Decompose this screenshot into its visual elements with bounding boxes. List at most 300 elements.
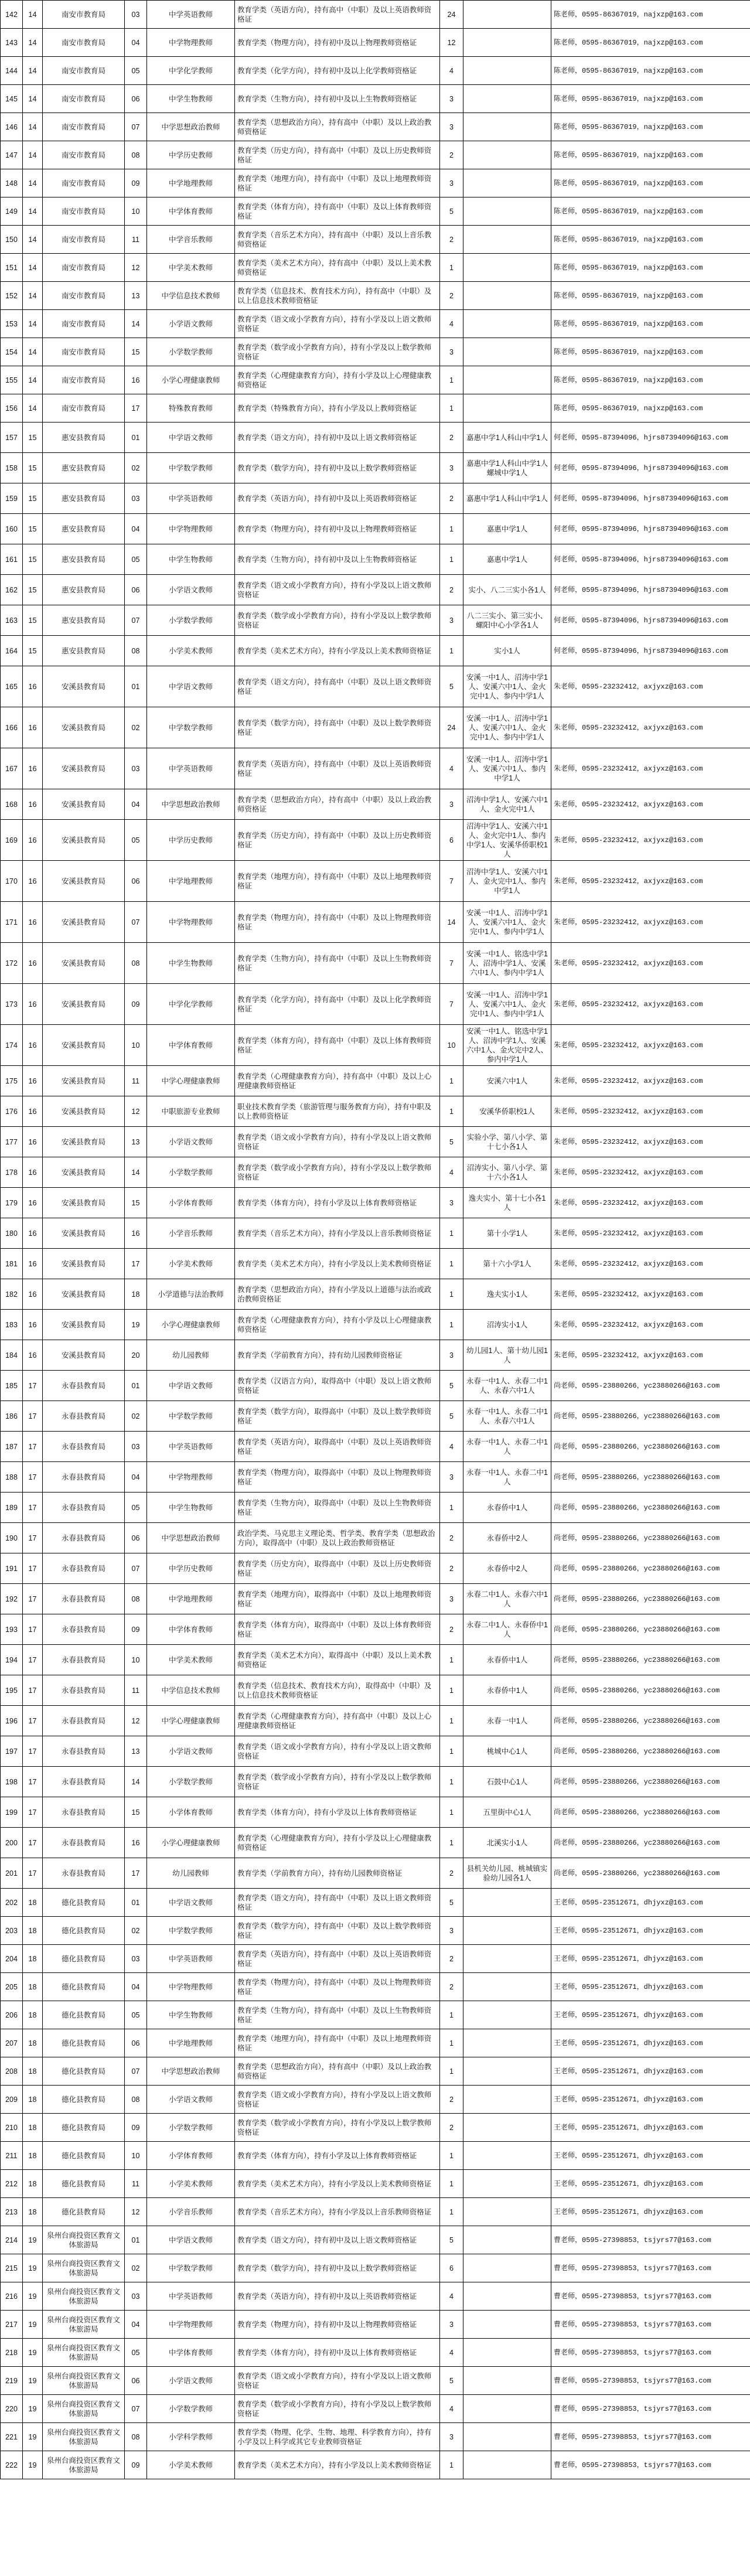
cell-requirements: 教育学类（音乐艺术方向），持有小学及以上音乐教师资格证 bbox=[235, 1218, 440, 1249]
cell-post-code: 01 bbox=[125, 422, 147, 453]
cell-placement: 逸夫实小、第十七小各1人 bbox=[463, 1188, 551, 1218]
cell-placement bbox=[463, 57, 551, 85]
cell-headcount: 7 bbox=[440, 943, 463, 984]
cell-unit-name: 德化县教育局 bbox=[43, 2114, 125, 2142]
cell-unit-code: 17 bbox=[23, 1462, 43, 1493]
cell-requirements: 教育学类（学前教育方向），持有幼儿园教师资格证 bbox=[235, 1340, 440, 1371]
cell-contact: 尚老师，0595-23880266，yc23880266@163.com bbox=[551, 1797, 750, 1828]
cell-placement bbox=[463, 2142, 551, 2170]
cell-unit-name: 永春县教育局 bbox=[43, 1371, 125, 1401]
cell-unit-code: 18 bbox=[23, 2057, 43, 2086]
table-row bbox=[1, 169, 750, 197]
cell-row-number: 195 bbox=[1, 1675, 23, 1706]
cell-row-number: 169 bbox=[1, 820, 23, 861]
cell-post-name: 小学语文教师 bbox=[147, 575, 235, 605]
cell-requirements: 教育学类（英语方向），持有高中（中职）及以上英语教师资格证 bbox=[235, 1, 440, 29]
cell-contact: 朱老师，0595-23232412，axjyxz@163.com bbox=[551, 789, 750, 820]
table-row bbox=[1, 2029, 750, 2057]
table-row bbox=[1, 1889, 750, 1917]
cell-row-number: 172 bbox=[1, 943, 23, 984]
table-row bbox=[1, 1675, 750, 1706]
cell-headcount: 1 bbox=[440, 2029, 463, 2057]
cell-post-code: 02 bbox=[125, 2254, 147, 2282]
cell-post-code: 09 bbox=[125, 2114, 147, 2142]
cell-unit-name: 永春县教育局 bbox=[43, 1553, 125, 1584]
cell-headcount: 5 bbox=[440, 1371, 463, 1401]
cell-requirements: 教育学类（美术艺术方向），持有小学及以上美术教师资格证 bbox=[235, 2451, 440, 2479]
table-row bbox=[1, 366, 750, 394]
cell-headcount: 2 bbox=[440, 1614, 463, 1645]
cell-post-code: 04 bbox=[125, 1973, 147, 2001]
cell-requirements: 教育学类（语文或小学教育方向），持有小学及以上语文教师资格证 bbox=[235, 2367, 440, 2395]
cell-requirements: 教育学类（地理方向），取得高中（中职）及以上地理教师资格证 bbox=[235, 1584, 440, 1614]
cell-unit-name: 泉州台商投资区教育文体旅游局 bbox=[43, 2451, 125, 2479]
table-row bbox=[1, 1945, 750, 1973]
cell-post-name: 中学体育教师 bbox=[147, 1614, 235, 1645]
cell-contact: 朱老师，0595-23232412，axjyxz@163.com bbox=[551, 1188, 750, 1218]
cell-headcount: 1 bbox=[440, 1096, 463, 1127]
cell-placement: 八二三实小、第三实小、螺阳中心小学各1人 bbox=[463, 605, 551, 636]
cell-placement bbox=[463, 366, 551, 394]
cell-post-name: 中学数学教师 bbox=[147, 707, 235, 748]
cell-row-number: 202 bbox=[1, 1889, 23, 1917]
cell-placement: 安溪六中1人 bbox=[463, 1066, 551, 1096]
cell-contact: 尚老师，0595-23880266，yc23880266@163.com bbox=[551, 1401, 750, 1432]
cell-headcount: 1 bbox=[440, 1249, 463, 1279]
cell-headcount: 3 bbox=[440, 789, 463, 820]
cell-requirements: 教育学类（物理方向），持有高中（中职）及以上物理教师资格证 bbox=[235, 1973, 440, 2001]
cell-headcount: 1 bbox=[440, 1828, 463, 1858]
cell-placement bbox=[463, 2282, 551, 2311]
table-row bbox=[1, 394, 750, 422]
cell-placement bbox=[463, 1945, 551, 1973]
cell-post-name: 幼儿园教师 bbox=[147, 1858, 235, 1889]
cell-contact: 朱老师，0595-23232412，axjyxz@163.com bbox=[551, 1279, 750, 1310]
cell-unit-code: 18 bbox=[23, 2198, 43, 2226]
cell-post-name: 中学地理教师 bbox=[147, 169, 235, 197]
cell-unit-name: 泉州台商投资区教育文体旅游局 bbox=[43, 2339, 125, 2367]
cell-unit-code: 17 bbox=[23, 1706, 43, 1736]
cell-requirements: 教育学类（化学方向），持有初中及以上化学教师资格证 bbox=[235, 57, 440, 85]
cell-contact: 何老师，0595-87394096，hjrs87394096@163.com bbox=[551, 514, 750, 544]
cell-unit-code: 18 bbox=[23, 2001, 43, 2029]
table-row bbox=[1, 943, 750, 984]
cell-unit-name: 惠安县教育局 bbox=[43, 544, 125, 575]
cell-post-code: 17 bbox=[125, 1249, 147, 1279]
cell-requirements: 教育学类（心理健康教育方向），持有小学及以上心理健康教师资格证 bbox=[235, 1828, 440, 1858]
cell-post-code: 06 bbox=[125, 861, 147, 902]
cell-placement: 永春一中1人、永春二中1人、永春六中1人 bbox=[463, 1371, 551, 1401]
cell-row-number: 146 bbox=[1, 113, 23, 141]
cell-contact: 尚老师，0595-23880266，yc23880266@163.com bbox=[551, 1767, 750, 1797]
cell-unit-name: 泉州台商投资区教育文体旅游局 bbox=[43, 2395, 125, 2423]
table-row bbox=[1, 1523, 750, 1553]
cell-post-name: 中学语文教师 bbox=[147, 1889, 235, 1917]
table-row bbox=[1, 338, 750, 366]
cell-row-number: 168 bbox=[1, 789, 23, 820]
cell-contact: 朱老师，0595-23232412，axjyxz@163.com bbox=[551, 707, 750, 748]
cell-row-number: 216 bbox=[1, 2282, 23, 2311]
cell-requirements: 教育学类（心理健康教育方向），持有小学及以上心理健康教师资格证 bbox=[235, 1310, 440, 1340]
cell-unit-code: 15 bbox=[23, 636, 43, 666]
cell-row-number: 154 bbox=[1, 338, 23, 366]
table-row bbox=[1, 1553, 750, 1584]
cell-post-name: 中学化学教师 bbox=[147, 57, 235, 85]
cell-unit-name: 南安市教育局 bbox=[43, 282, 125, 310]
cell-post-code: 10 bbox=[125, 1025, 147, 1066]
cell-unit-name: 安溪县教育局 bbox=[43, 1310, 125, 1340]
cell-unit-code: 15 bbox=[23, 453, 43, 483]
table-row bbox=[1, 57, 750, 85]
cell-placement: 安溪一中1人、沼涛中学1人、安溪六中1人、参内中学1人 bbox=[463, 748, 551, 789]
cell-row-number: 145 bbox=[1, 85, 23, 113]
cell-post-code: 16 bbox=[125, 366, 147, 394]
cell-placement bbox=[463, 169, 551, 197]
cell-contact: 曹老师，0595-27398853，tsjyrs77@163.com bbox=[551, 2451, 750, 2479]
cell-headcount: 1 bbox=[440, 1066, 463, 1096]
cell-contact: 曹老师，0595-27398853，tsjyrs77@163.com bbox=[551, 2395, 750, 2423]
cell-row-number: 217 bbox=[1, 2311, 23, 2339]
cell-placement bbox=[463, 2311, 551, 2339]
cell-post-code: 05 bbox=[125, 544, 147, 575]
cell-row-number: 199 bbox=[1, 1797, 23, 1828]
cell-headcount: 2 bbox=[440, 1553, 463, 1584]
cell-post-code: 06 bbox=[125, 575, 147, 605]
cell-headcount: 3 bbox=[440, 85, 463, 113]
table-row bbox=[1, 2086, 750, 2114]
cell-post-code: 09 bbox=[125, 1614, 147, 1645]
cell-unit-code: 18 bbox=[23, 2170, 43, 2198]
cell-placement: 永春二中1人、永春六中1人 bbox=[463, 1584, 551, 1614]
cell-contact: 尚老师，0595-23880266，yc23880266@163.com bbox=[551, 1462, 750, 1493]
cell-unit-name: 永春县教育局 bbox=[43, 1706, 125, 1736]
cell-row-number: 171 bbox=[1, 902, 23, 943]
table-row bbox=[1, 2254, 750, 2282]
cell-row-number: 182 bbox=[1, 1279, 23, 1310]
cell-requirements: 教育学类（语文方向），持有初中及以上语文教师资格证 bbox=[235, 2226, 440, 2254]
cell-requirements: 教育学类（体育方向），持有初中及以上体育教师资格证 bbox=[235, 2339, 440, 2367]
cell-placement: 逸夫实小1人 bbox=[463, 1279, 551, 1310]
cell-unit-name: 安溪县教育局 bbox=[43, 1096, 125, 1127]
cell-headcount: 1 bbox=[440, 636, 463, 666]
cell-post-code: 08 bbox=[125, 2086, 147, 2114]
table-body bbox=[1, 1, 750, 2479]
cell-unit-code: 16 bbox=[23, 1157, 43, 1188]
cell-unit-name: 南安市教育局 bbox=[43, 197, 125, 226]
cell-unit-code: 19 bbox=[23, 2395, 43, 2423]
cell-unit-code: 16 bbox=[23, 1279, 43, 1310]
cell-unit-code: 14 bbox=[23, 29, 43, 57]
cell-placement: 永春一中1人、永春二中1人 bbox=[463, 1462, 551, 1493]
cell-post-code: 06 bbox=[125, 2367, 147, 2395]
table-row bbox=[1, 707, 750, 748]
cell-post-code: 09 bbox=[125, 169, 147, 197]
cell-placement: 永春一中1人、永春二中1人 bbox=[463, 1432, 551, 1462]
cell-row-number: 166 bbox=[1, 707, 23, 748]
table-row bbox=[1, 141, 750, 169]
cell-unit-name: 德化县教育局 bbox=[43, 2170, 125, 2198]
cell-post-code: 20 bbox=[125, 1340, 147, 1371]
table-row bbox=[1, 2142, 750, 2170]
cell-headcount: 4 bbox=[440, 2282, 463, 2311]
cell-placement bbox=[463, 141, 551, 169]
cell-post-code: 05 bbox=[125, 2001, 147, 2029]
cell-placement: 沼涛中学1人、安溪六中1人、金火完中1人、参内中学1人 bbox=[463, 861, 551, 902]
cell-placement: 县机关幼儿园、桃城镇实验幼儿园各1人 bbox=[463, 1858, 551, 1889]
cell-requirements: 职业技术教育学类（旅游管理与服务教育方向），持有中职及以上教师资格证 bbox=[235, 1096, 440, 1127]
cell-unit-name: 安溪县教育局 bbox=[43, 1279, 125, 1310]
cell-requirements: 教育学类（体育方向），持有小学及以上体育教师资格证 bbox=[235, 1797, 440, 1828]
cell-placement: 永春侨中1人 bbox=[463, 1645, 551, 1675]
cell-placement: 安溪华侨职校1人 bbox=[463, 1096, 551, 1127]
table-row bbox=[1, 1645, 750, 1675]
cell-row-number: 213 bbox=[1, 2198, 23, 2226]
table-row bbox=[1, 748, 750, 789]
cell-contact: 朱老师，0595-23232412，axjyxz@163.com bbox=[551, 1096, 750, 1127]
cell-post-name: 中学物理教师 bbox=[147, 29, 235, 57]
cell-requirements: 教育学类（物理方向），持有初中及以上物理教师资格证 bbox=[235, 29, 440, 57]
cell-placement: 安溪一中1人、沼涛中学1人、安溪六中1人、金火完中1人、参内中学1人 bbox=[463, 984, 551, 1025]
cell-unit-code: 19 bbox=[23, 2311, 43, 2339]
cell-post-code: 09 bbox=[125, 2451, 147, 2479]
cell-row-number: 176 bbox=[1, 1096, 23, 1127]
cell-requirements: 教育学类（思想政治方向），持有高中（中职）及以上政治教师资格证 bbox=[235, 789, 440, 820]
table-row bbox=[1, 1797, 750, 1828]
table-row bbox=[1, 1973, 750, 2001]
table-row bbox=[1, 820, 750, 861]
cell-unit-name: 永春县教育局 bbox=[43, 1797, 125, 1828]
table-row bbox=[1, 514, 750, 544]
cell-post-code: 01 bbox=[125, 666, 147, 707]
cell-row-number: 175 bbox=[1, 1066, 23, 1096]
cell-unit-code: 18 bbox=[23, 2142, 43, 2170]
cell-post-name: 小学心理健康教师 bbox=[147, 1310, 235, 1340]
cell-contact: 尚老师，0595-23880266，yc23880266@163.com bbox=[551, 1645, 750, 1675]
cell-post-name: 中学思想政治教师 bbox=[147, 789, 235, 820]
cell-row-number: 188 bbox=[1, 1462, 23, 1493]
cell-row-number: 150 bbox=[1, 226, 23, 254]
cell-row-number: 144 bbox=[1, 57, 23, 85]
cell-unit-name: 安溪县教育局 bbox=[43, 1218, 125, 1249]
cell-placement: 沼涛实小1人 bbox=[463, 1310, 551, 1340]
cell-row-number: 209 bbox=[1, 2086, 23, 2114]
cell-unit-code: 16 bbox=[23, 902, 43, 943]
cell-unit-code: 19 bbox=[23, 2451, 43, 2479]
table-row bbox=[1, 1157, 750, 1188]
table-row bbox=[1, 254, 750, 282]
cell-unit-name: 安溪县教育局 bbox=[43, 666, 125, 707]
cell-requirements: 教育学类（心理健康教育方向），持有高中（中职）及以上心理健康教师资格证 bbox=[235, 1706, 440, 1736]
cell-contact: 陈老师，0595-86367019，najxzp@163.com bbox=[551, 226, 750, 254]
cell-unit-code: 18 bbox=[23, 1889, 43, 1917]
cell-unit-name: 泉州台商投资区教育文体旅游局 bbox=[43, 2282, 125, 2311]
table-row bbox=[1, 1371, 750, 1401]
cell-post-name: 中学英语教师 bbox=[147, 1, 235, 29]
cell-row-number: 212 bbox=[1, 2170, 23, 2198]
cell-requirements: 教育学类（物理方向），持有初中及以上物理教师资格证 bbox=[235, 2311, 440, 2339]
cell-contact: 朱老师，0595-23232412，axjyxz@163.com bbox=[551, 820, 750, 861]
cell-contact: 朱老师，0595-23232412，axjyxz@163.com bbox=[551, 1025, 750, 1066]
cell-row-number: 184 bbox=[1, 1340, 23, 1371]
cell-unit-code: 19 bbox=[23, 2423, 43, 2451]
cell-unit-code: 18 bbox=[23, 1973, 43, 2001]
table-row bbox=[1, 1025, 750, 1066]
cell-placement bbox=[463, 2451, 551, 2479]
cell-headcount: 1 bbox=[440, 2451, 463, 2479]
cell-headcount: 2 bbox=[440, 226, 463, 254]
cell-requirements: 教育学类（音乐艺术方向），持有小学及以上音乐教师资格证 bbox=[235, 2198, 440, 2226]
cell-unit-code: 16 bbox=[23, 666, 43, 707]
cell-post-name: 小学语文教师 bbox=[147, 2086, 235, 2114]
cell-unit-code: 16 bbox=[23, 861, 43, 902]
cell-unit-code: 16 bbox=[23, 943, 43, 984]
cell-requirements: 教育学类（数学方向），持有初中及以上数学教师资格证 bbox=[235, 453, 440, 483]
cell-unit-name: 泉州台商投资区教育文体旅游局 bbox=[43, 2311, 125, 2339]
cell-unit-code: 14 bbox=[23, 254, 43, 282]
cell-unit-name: 南安市教育局 bbox=[43, 85, 125, 113]
cell-contact: 陈老师，0595-86367019，najxzp@163.com bbox=[551, 141, 750, 169]
cell-unit-name: 安溪县教育局 bbox=[43, 902, 125, 943]
cell-contact: 曹老师，0595-27398853，tsjyrs77@163.com bbox=[551, 2367, 750, 2395]
cell-unit-name: 南安市教育局 bbox=[43, 338, 125, 366]
cell-row-number: 181 bbox=[1, 1249, 23, 1279]
cell-row-number: 205 bbox=[1, 1973, 23, 2001]
table-row bbox=[1, 113, 750, 141]
cell-unit-code: 17 bbox=[23, 1828, 43, 1858]
cell-row-number: 214 bbox=[1, 2226, 23, 2254]
cell-post-name: 中学体育教师 bbox=[147, 2339, 235, 2367]
cell-contact: 朱老师，0595-23232412，axjyxz@163.com bbox=[551, 666, 750, 707]
cell-headcount: 1 bbox=[440, 254, 463, 282]
cell-post-code: 14 bbox=[125, 310, 147, 338]
cell-unit-code: 17 bbox=[23, 1858, 43, 1889]
cell-requirements: 教育学类（地理方向），持有高中（中职）及以上地理教师资格证 bbox=[235, 861, 440, 902]
cell-contact: 陈老师，0595-86367019，najxzp@163.com bbox=[551, 338, 750, 366]
cell-unit-name: 德化县教育局 bbox=[43, 2001, 125, 2029]
cell-unit-code: 19 bbox=[23, 2339, 43, 2367]
cell-row-number: 149 bbox=[1, 197, 23, 226]
cell-unit-name: 安溪县教育局 bbox=[43, 861, 125, 902]
cell-headcount: 4 bbox=[440, 2395, 463, 2423]
cell-contact: 尚老师，0595-23880266，yc23880266@163.com bbox=[551, 1584, 750, 1614]
cell-requirements: 教育学类（美术艺术方向），持有小学及以上美术教师资格证 bbox=[235, 1249, 440, 1279]
cell-placement bbox=[463, 2057, 551, 2086]
cell-unit-name: 南安市教育局 bbox=[43, 226, 125, 254]
cell-unit-name: 安溪县教育局 bbox=[43, 789, 125, 820]
cell-post-code: 10 bbox=[125, 197, 147, 226]
cell-unit-code: 19 bbox=[23, 2282, 43, 2311]
cell-placement bbox=[463, 338, 551, 366]
cell-unit-code: 15 bbox=[23, 575, 43, 605]
table-row bbox=[1, 422, 750, 453]
cell-post-name: 中学数学教师 bbox=[147, 2254, 235, 2282]
cell-headcount: 1 bbox=[440, 1493, 463, 1523]
cell-placement bbox=[463, 2395, 551, 2423]
cell-contact: 朱老师，0595-23232412，axjyxz@163.com bbox=[551, 1218, 750, 1249]
table-row bbox=[1, 575, 750, 605]
cell-placement bbox=[463, 113, 551, 141]
table-row bbox=[1, 2451, 750, 2479]
table-row bbox=[1, 1, 750, 29]
cell-post-code: 01 bbox=[125, 2226, 147, 2254]
cell-post-name: 小学美术教师 bbox=[147, 2170, 235, 2198]
cell-post-code: 12 bbox=[125, 2198, 147, 2226]
cell-headcount: 1 bbox=[440, 1797, 463, 1828]
cell-unit-code: 15 bbox=[23, 483, 43, 514]
cell-post-code: 11 bbox=[125, 2170, 147, 2198]
cell-headcount: 5 bbox=[440, 1127, 463, 1157]
cell-requirements: 教育学类（英语方向），持有初中及以上英语教师资格证 bbox=[235, 483, 440, 514]
cell-post-code: 05 bbox=[125, 57, 147, 85]
cell-row-number: 201 bbox=[1, 1858, 23, 1889]
cell-contact: 王老师，0595-23512671，dhjyxz@163.com bbox=[551, 2198, 750, 2226]
cell-post-name: 中学思想政治教师 bbox=[147, 113, 235, 141]
cell-row-number: 197 bbox=[1, 1736, 23, 1767]
table-row bbox=[1, 2114, 750, 2142]
cell-unit-code: 17 bbox=[23, 1584, 43, 1614]
cell-requirements: 教育学类（体育方向），持有高中（中职）及以上体育教师资格证 bbox=[235, 1025, 440, 1066]
cell-unit-name: 安溪县教育局 bbox=[43, 1066, 125, 1096]
table-row bbox=[1, 544, 750, 575]
table-row bbox=[1, 282, 750, 310]
table-row bbox=[1, 1858, 750, 1889]
cell-placement bbox=[463, 310, 551, 338]
cell-post-name: 小学数学教师 bbox=[147, 2395, 235, 2423]
cell-unit-code: 18 bbox=[23, 2114, 43, 2142]
cell-post-code: 07 bbox=[125, 1553, 147, 1584]
cell-post-code: 02 bbox=[125, 1401, 147, 1432]
cell-unit-name: 德化县教育局 bbox=[43, 1889, 125, 1917]
cell-placement: 嘉惠中学1人科山中学1人 bbox=[463, 422, 551, 453]
cell-contact: 朱老师，0595-23232412，axjyxz@163.com bbox=[551, 1157, 750, 1188]
cell-unit-name: 泉州台商投资区教育文体旅游局 bbox=[43, 2367, 125, 2395]
table-row bbox=[1, 2198, 750, 2226]
cell-row-number: 187 bbox=[1, 1432, 23, 1462]
cell-contact: 何老师，0595-87394096，hjrs87394096@163.com bbox=[551, 453, 750, 483]
cell-post-code: 17 bbox=[125, 394, 147, 422]
cell-placement bbox=[463, 2339, 551, 2367]
cell-headcount: 2 bbox=[440, 2114, 463, 2142]
cell-row-number: 167 bbox=[1, 748, 23, 789]
cell-post-code: 18 bbox=[125, 1279, 147, 1310]
cell-headcount: 1 bbox=[440, 544, 463, 575]
cell-placement: 幼儿园1人、第十幼儿园1人 bbox=[463, 1340, 551, 1371]
cell-contact: 尚老师，0595-23880266，yc23880266@163.com bbox=[551, 1553, 750, 1584]
table-row bbox=[1, 2170, 750, 2198]
cell-placement: 嘉惠中学1人科山中学1人 bbox=[463, 483, 551, 514]
cell-unit-name: 安溪县教育局 bbox=[43, 1340, 125, 1371]
cell-headcount: 1 bbox=[440, 2057, 463, 2086]
cell-unit-name: 惠安县教育局 bbox=[43, 514, 125, 544]
table-row bbox=[1, 1614, 750, 1645]
cell-requirements: 教育学类（历史方向），持有高中（中职）及以上历史教师资格证 bbox=[235, 820, 440, 861]
table-row bbox=[1, 2311, 750, 2339]
cell-unit-code: 16 bbox=[23, 984, 43, 1025]
cell-headcount: 3 bbox=[440, 453, 463, 483]
cell-unit-name: 德化县教育局 bbox=[43, 2057, 125, 2086]
cell-row-number: 190 bbox=[1, 1523, 23, 1553]
cell-post-code: 15 bbox=[125, 338, 147, 366]
cell-contact: 尚老师，0595-23880266，yc23880266@163.com bbox=[551, 1523, 750, 1553]
cell-unit-name: 永春县教育局 bbox=[43, 1858, 125, 1889]
cell-post-name: 中学英语教师 bbox=[147, 483, 235, 514]
cell-contact: 何老师，0595-87394096，hjrs87394096@163.com bbox=[551, 605, 750, 636]
cell-post-name: 中学体育教师 bbox=[147, 197, 235, 226]
cell-post-name: 中学物理教师 bbox=[147, 1462, 235, 1493]
cell-post-code: 05 bbox=[125, 820, 147, 861]
cell-placement bbox=[463, 2198, 551, 2226]
cell-unit-name: 惠安县教育局 bbox=[43, 575, 125, 605]
